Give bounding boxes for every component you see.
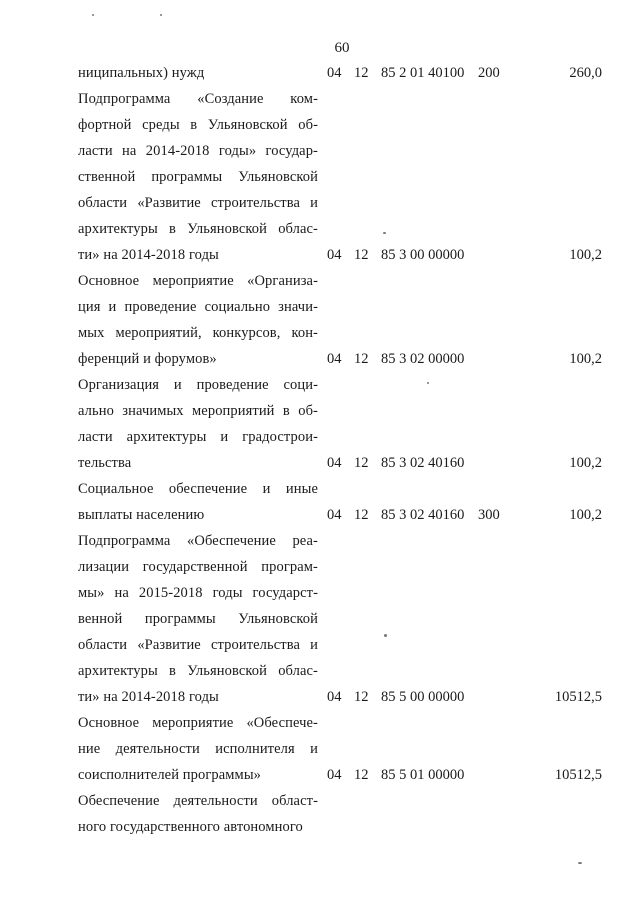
table-row <box>0 372 640 476</box>
expense-type-code: 200 <box>478 65 500 81</box>
subsection-code: 12 <box>354 689 369 705</box>
scan-speck <box>384 634 387 637</box>
row-description <box>78 476 318 528</box>
description-line: архитектуры в Ульяновской облас- <box>78 663 318 679</box>
scan-speck <box>427 382 429 384</box>
subsection-code: 12 <box>354 767 369 783</box>
section-code: 04 <box>327 507 342 523</box>
table-row <box>0 268 640 372</box>
expense-type-code: 300 <box>478 507 500 523</box>
description-line: венной программы Ульяновской <box>78 611 318 627</box>
description-line: архитектуры в Ульяновской облас- <box>78 221 318 237</box>
description-line: ти» на 2014-2018 годы <box>78 247 219 263</box>
description-line: ференций и форумов» <box>78 351 217 367</box>
row-description <box>78 268 318 372</box>
section-code: 04 <box>327 689 342 705</box>
target-article-code: 85 3 02 40160 <box>381 455 465 471</box>
table-row <box>0 86 640 268</box>
subsection-code: 12 <box>354 65 369 81</box>
description-line: Социальное обеспечение и иные <box>78 481 318 497</box>
description-line: Обеспечение деятельности област- <box>78 793 318 809</box>
target-article-code: 85 3 02 40160 <box>381 507 465 523</box>
description-line: Основное мероприятие «Организа- <box>78 273 318 289</box>
description-line: ласти на 2014-2018 годы» государ- <box>78 143 318 159</box>
target-article-code: 85 5 01 00000 <box>381 767 465 783</box>
target-article-code: 85 3 02 00000 <box>381 351 465 367</box>
amount: 10512,5 <box>554 767 602 783</box>
table-row <box>0 528 640 710</box>
description-line: Основное мероприятие «Обеспече- <box>78 715 318 731</box>
description-line: ция и проведение социально значи- <box>78 299 318 315</box>
scan-speck <box>160 14 162 16</box>
row-description <box>78 528 318 710</box>
section-code: 04 <box>327 455 342 471</box>
description-line: ние деятельности исполнителя и <box>78 741 318 757</box>
subsection-code: 12 <box>354 247 369 263</box>
amount: 100,2 <box>569 507 602 523</box>
section-code: 04 <box>327 351 342 367</box>
row-description <box>78 60 318 86</box>
description-line: ласти архитектуры и градострои- <box>78 429 318 445</box>
scan-speck <box>578 862 582 864</box>
description-line: лизации государственной програм- <box>78 559 318 575</box>
description-line: Организация и проведение соци- <box>78 377 318 393</box>
description-line: тельства <box>78 455 132 471</box>
section-code: 04 <box>327 767 342 783</box>
amount: 10512,5 <box>554 689 602 705</box>
scan-speck <box>92 14 94 16</box>
target-article-code: 85 5 00 00000 <box>381 689 465 705</box>
description-line: ного государственного автономного <box>78 819 303 835</box>
subsection-code: 12 <box>354 507 369 523</box>
subsection-code: 12 <box>354 455 369 471</box>
table-row <box>0 788 640 840</box>
amount: 100,2 <box>569 247 602 263</box>
section-code: 04 <box>327 247 342 263</box>
description-line: ственной программы Ульяновской <box>78 169 318 185</box>
row-description <box>78 86 318 268</box>
description-line: мы» на 2015-2018 годы государст- <box>78 585 318 601</box>
description-line: Подпрограмма «Обеспечение реа- <box>78 533 318 549</box>
row-description <box>78 710 318 788</box>
table-row <box>0 60 640 86</box>
description-line: соисполнителей программы» <box>78 767 262 783</box>
amount: 100,2 <box>569 351 602 367</box>
amount: 100,2 <box>569 455 602 471</box>
section-code: 04 <box>327 65 342 81</box>
description-line: мых мероприятий, конкурсов, кон- <box>78 325 318 341</box>
subsection-code: 12 <box>354 351 369 367</box>
description-line: фортной среды в Ульяновской об- <box>78 117 318 133</box>
description-line: ти» на 2014-2018 годы <box>78 689 219 705</box>
target-article-code: 85 2 01 40100 <box>381 65 465 81</box>
description-line: ниципальных) нужд <box>78 65 205 81</box>
description-line: выплаты населению <box>78 507 205 523</box>
description-line: Подпрограмма «Создание ком- <box>78 91 318 107</box>
target-article-code: 85 3 00 00000 <box>381 247 465 263</box>
scan-speck <box>383 232 386 234</box>
page-number: 60 <box>334 40 350 56</box>
table-row <box>0 710 640 788</box>
row-description <box>78 372 318 476</box>
row-description <box>78 788 318 840</box>
description-line: области «Развитие строительства и <box>78 195 318 211</box>
description-line: ально значимых мероприятий в об- <box>78 403 318 419</box>
amount: 260,0 <box>569 65 602 81</box>
table-row <box>0 476 640 528</box>
description-line: области «Развитие строительства и <box>78 637 318 653</box>
